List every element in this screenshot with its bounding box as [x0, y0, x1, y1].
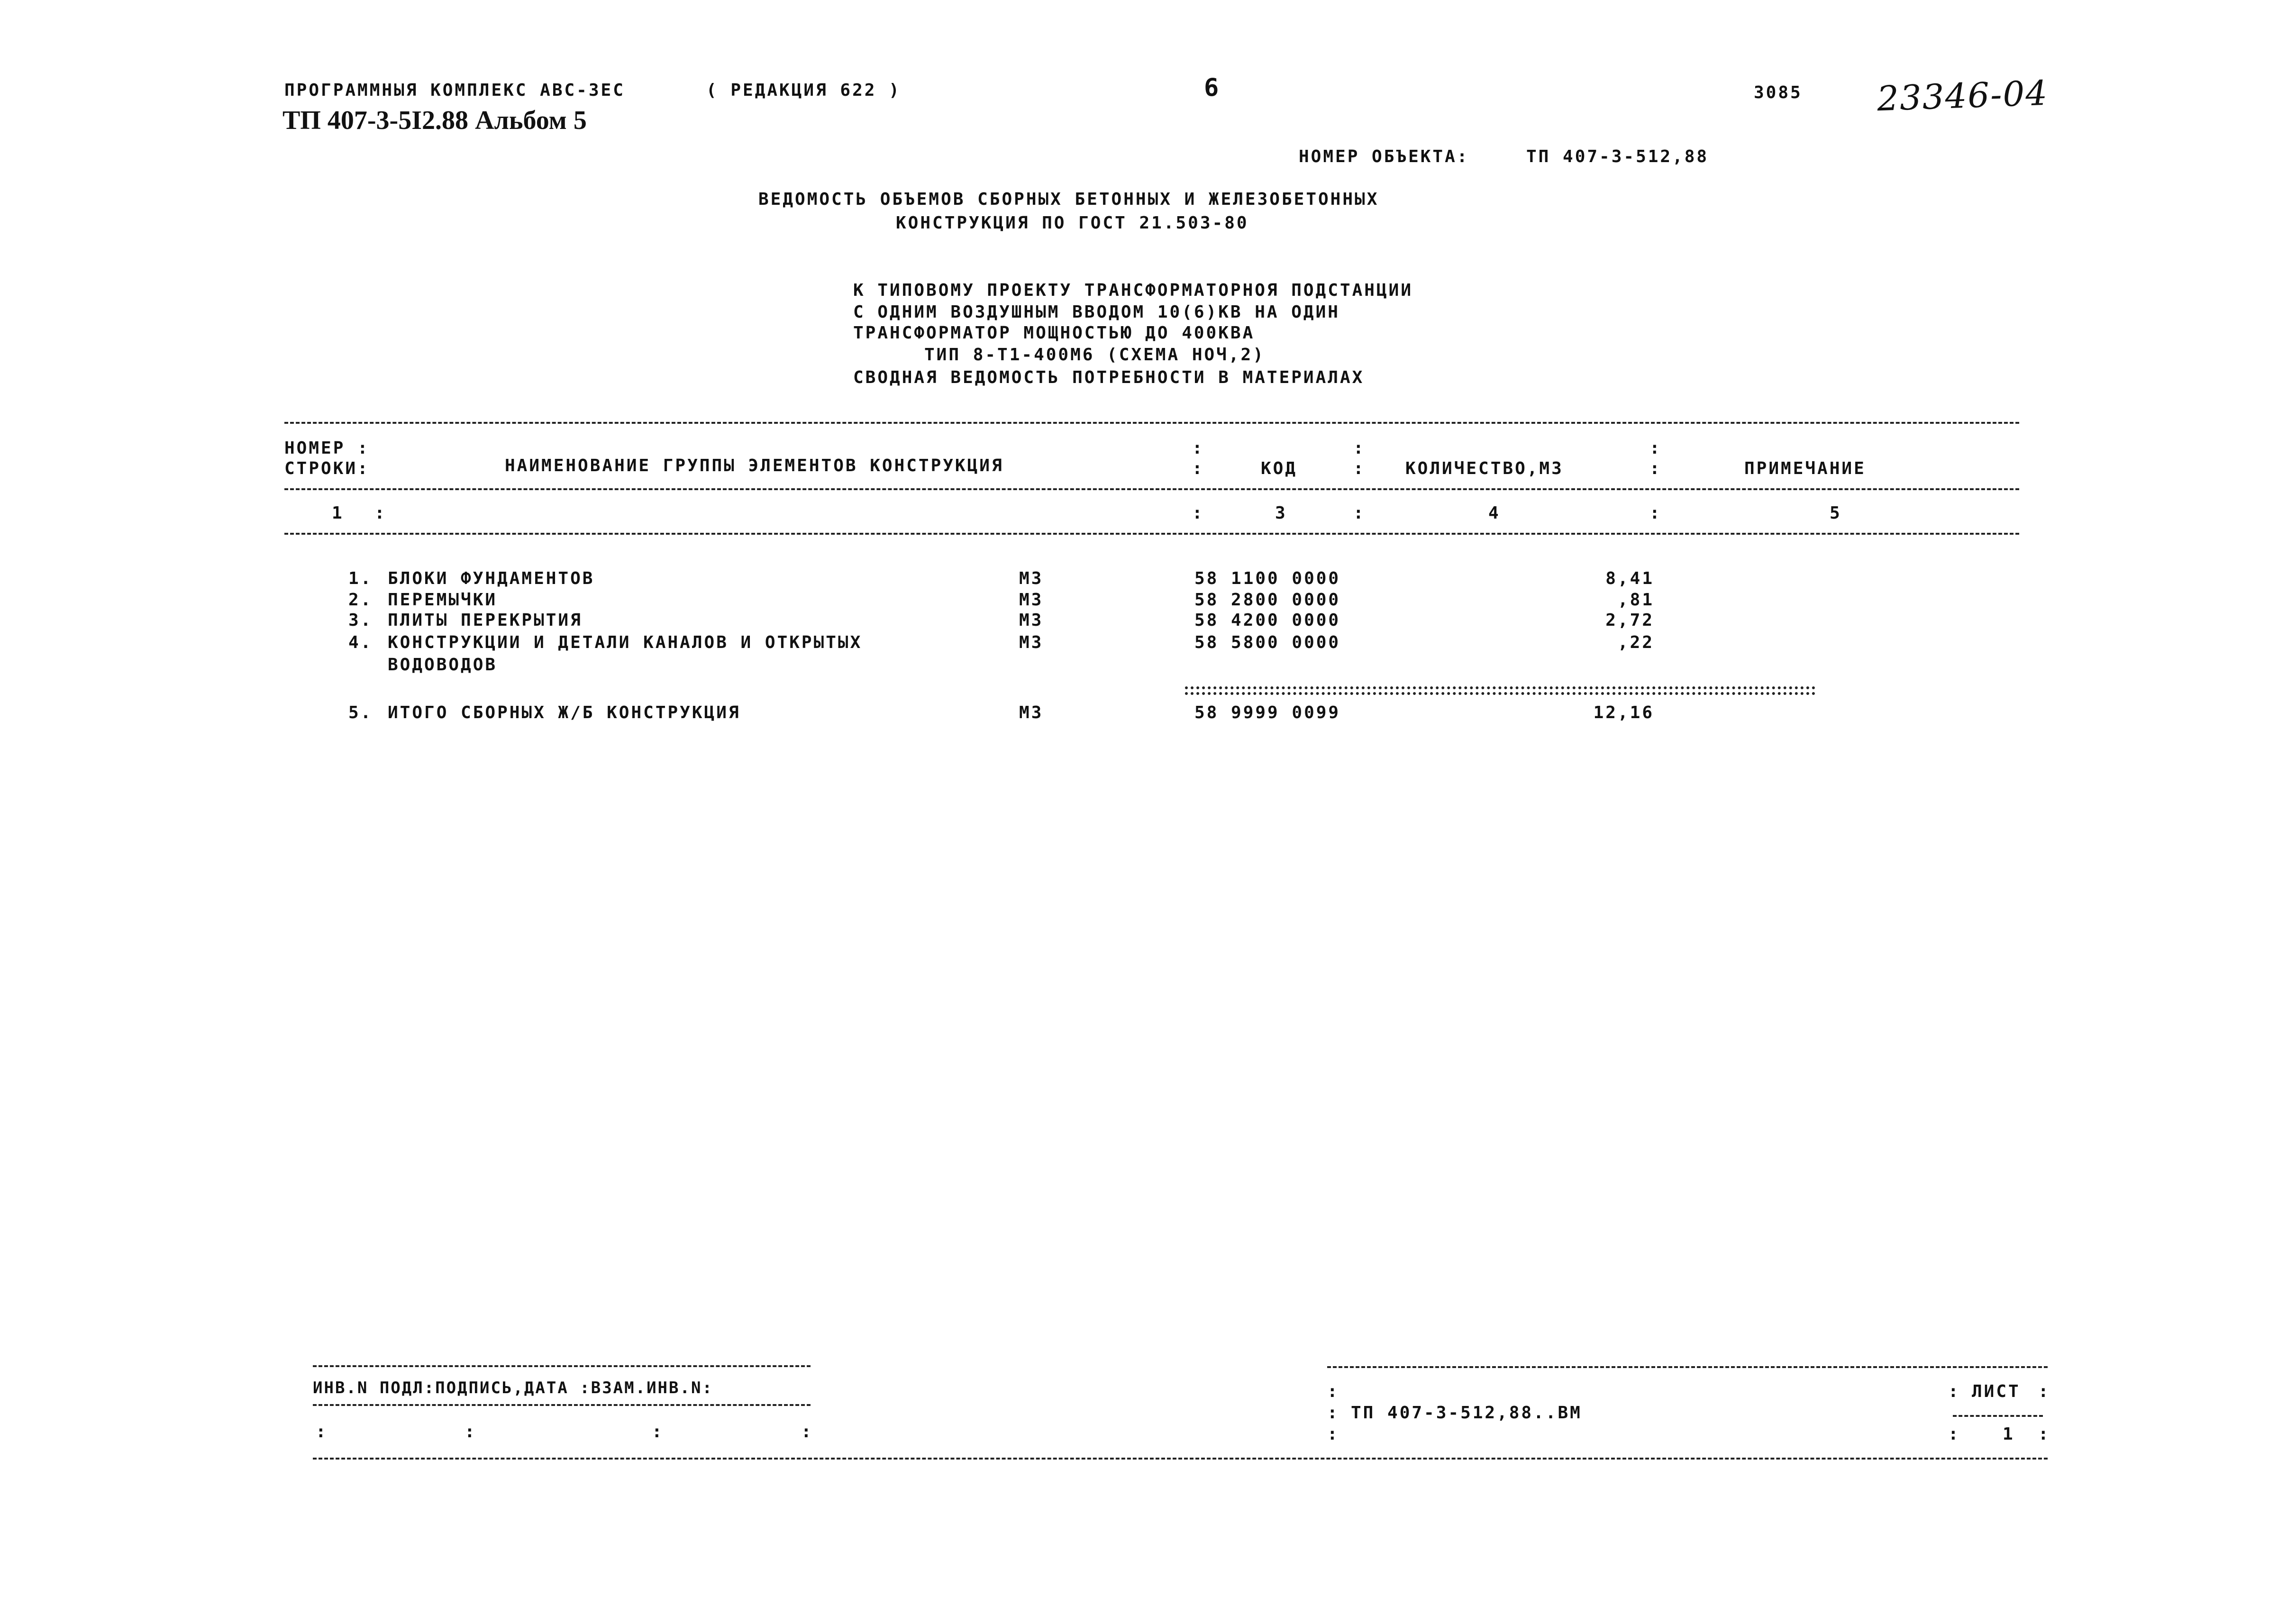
revision-label: ( РЕДАКЦИЯ 622 ) — [706, 81, 901, 100]
header-code: КОД — [1261, 459, 1298, 478]
col-sep: : — [1192, 503, 1204, 523]
footer-left-mid-rule — [313, 1404, 811, 1406]
header-sep: : — [1649, 459, 1662, 478]
object-value: ТП 407-3-512,88 — [1526, 147, 1709, 166]
row-qty: ,22 — [1617, 633, 1654, 652]
row-name: ПЕРЕМЫЧКИ — [388, 590, 498, 610]
project-line-4: ТИП 8-Т1-400М6 (СХЕМА НОЧ,2) — [924, 345, 1265, 365]
table-top-rule — [284, 422, 2019, 424]
row-name: КОНСТРУКЦИИ И ДЕТАЛИ КАНАЛОВ И ОТКРЫТЫХ — [388, 633, 863, 652]
footer-doc-code: ТП 407-3-512,88..ВМ — [1351, 1403, 1582, 1423]
col-number-4: 4 — [1488, 503, 1501, 523]
col-number-3: 3 — [1275, 503, 1287, 523]
row-unit: М3 — [1019, 590, 1044, 610]
header-num-line-1: НОМЕР : — [284, 438, 370, 458]
total-code: 58 9999 0099 — [1194, 703, 1341, 722]
album-line: ТП 407-3-5I2.88 Альбом 5 — [282, 106, 587, 135]
column-numbers-rule — [284, 533, 2019, 535]
total-number: 5. — [348, 703, 373, 722]
row-number: 4. — [348, 633, 373, 652]
total-name: ИТОГО СБОРНЫХ Ж/Б КОНСТРУКЦИЯ — [388, 703, 741, 722]
total-separator — [1185, 686, 1815, 689]
footer-sep: : — [2038, 1382, 2050, 1401]
total-unit: М3 — [1019, 703, 1044, 722]
row-code: 58 1100 0000 — [1194, 569, 1341, 588]
footer-right-top-rule — [1327, 1366, 2048, 1368]
project-line-3: ТРАНСФОРМАТОР МОЩНОСТЬЮ ДО 400КВА — [853, 323, 1255, 343]
document-code: 3085 — [1754, 83, 1803, 102]
col-sep: : — [374, 503, 387, 523]
header-num-line-2: СТРОКИ: — [284, 459, 370, 478]
header-qty: КОЛИЧЕСТВО,М3 — [1405, 459, 1564, 478]
col-number-1: 1 — [332, 503, 344, 523]
row-number: 1. — [348, 569, 373, 588]
col-sep: : — [1353, 503, 1366, 523]
sheet-rule — [1953, 1415, 2043, 1417]
footer-sep: : — [652, 1422, 664, 1442]
header-sep: : — [1192, 459, 1204, 478]
footer-sep: : — [801, 1422, 813, 1442]
row-unit: М3 — [1019, 569, 1044, 588]
total-qty: 12,16 — [1593, 703, 1654, 722]
row-qty: 2,72 — [1605, 611, 1654, 630]
row-name: БЛОКИ ФУНДАМЕНТОВ — [388, 569, 595, 588]
sheet-number: 1 — [2003, 1424, 2015, 1444]
row-name-continued: ВОДОВОДОВ — [388, 655, 498, 675]
header-sep: : — [1353, 459, 1366, 478]
header-note: ПРИМЕЧАНИЕ — [1744, 459, 1866, 478]
footer-sep: : — [465, 1422, 477, 1442]
row-number: 2. — [348, 590, 373, 610]
row-unit: М3 — [1019, 611, 1044, 630]
project-line-5: СВОДНАЯ ВЕДОМОСТЬ ПОТРЕБНОСТИ В МАТЕРИАЛАХ — [853, 368, 1365, 387]
header-sep: : — [1649, 438, 1662, 458]
row-code: 58 4200 0000 — [1194, 611, 1341, 630]
title-line-1: ВЕДОМОСТЬ ОБЪЕМОВ СБОРНЫХ БЕТОННЫХ И ЖЕЛЕЗОБЕТОННЫХ — [758, 190, 1379, 209]
footer-sep: : — [1327, 1403, 1339, 1423]
header-name: НАИМЕНОВАНИЕ ГРУППЫ ЭЛЕМЕНТОВ КОНСТРУКЦИЯ — [505, 456, 1004, 475]
col-number-5: 5 — [1830, 503, 1842, 523]
row-unit: М3 — [1019, 633, 1044, 652]
page-number: 6 — [1204, 73, 1219, 102]
row-qty: ,81 — [1617, 590, 1654, 610]
row-code: 58 2800 0000 — [1194, 590, 1341, 610]
footer-sep: : — [2038, 1424, 2050, 1444]
row-qty: 8,41 — [1605, 569, 1654, 588]
header-sep: : — [1353, 438, 1366, 458]
handwritten-number: 23346-04 — [1876, 73, 2049, 119]
footer-signature-fields: ИНВ.N ПОДЛ:ПОДПИСЬ,ДАТА :ВЗАМ.ИНВ.N: — [313, 1378, 713, 1397]
project-line-1: К ТИПОВОМУ ПРОЕКТУ ТРАНСФОРМАТОРНОЯ ПОДСТАНЦИИ — [853, 281, 1413, 300]
col-sep: : — [1649, 503, 1662, 523]
footer-sep: : — [1327, 1382, 1339, 1401]
title-line-2: КОНСТРУКЦИЯ ПО ГОСТ 21.503-80 — [896, 213, 1249, 233]
footer-left-top-rule — [313, 1365, 811, 1367]
row-code: 58 5800 0000 — [1194, 633, 1341, 652]
header-sep: : — [1192, 438, 1204, 458]
row-name: ПЛИТЫ ПЕРЕКРЫТИЯ — [388, 611, 583, 630]
total-separator — [1185, 692, 1815, 695]
footer-sep: : — [1948, 1382, 1960, 1401]
program-name: ПРОГРАММНЫЯ КОМПЛЕКС АВС-3ЕС — [284, 81, 625, 100]
footer-sep: : — [316, 1422, 328, 1442]
project-line-2: С ОДНИМ ВОЗДУШНЫМ ВВОДОМ 10(6)КВ НА ОДИН — [853, 302, 1340, 322]
object-label: НОМЕР ОБЪЕКТА: — [1299, 147, 1469, 166]
footer-bottom-rule — [313, 1458, 2048, 1460]
footer-sep: : — [1948, 1424, 1960, 1444]
header-rule — [284, 488, 2019, 490]
sheet-label: ЛИСТ — [1972, 1382, 2021, 1401]
footer-sep: : — [1327, 1424, 1339, 1444]
row-number: 3. — [348, 611, 373, 630]
